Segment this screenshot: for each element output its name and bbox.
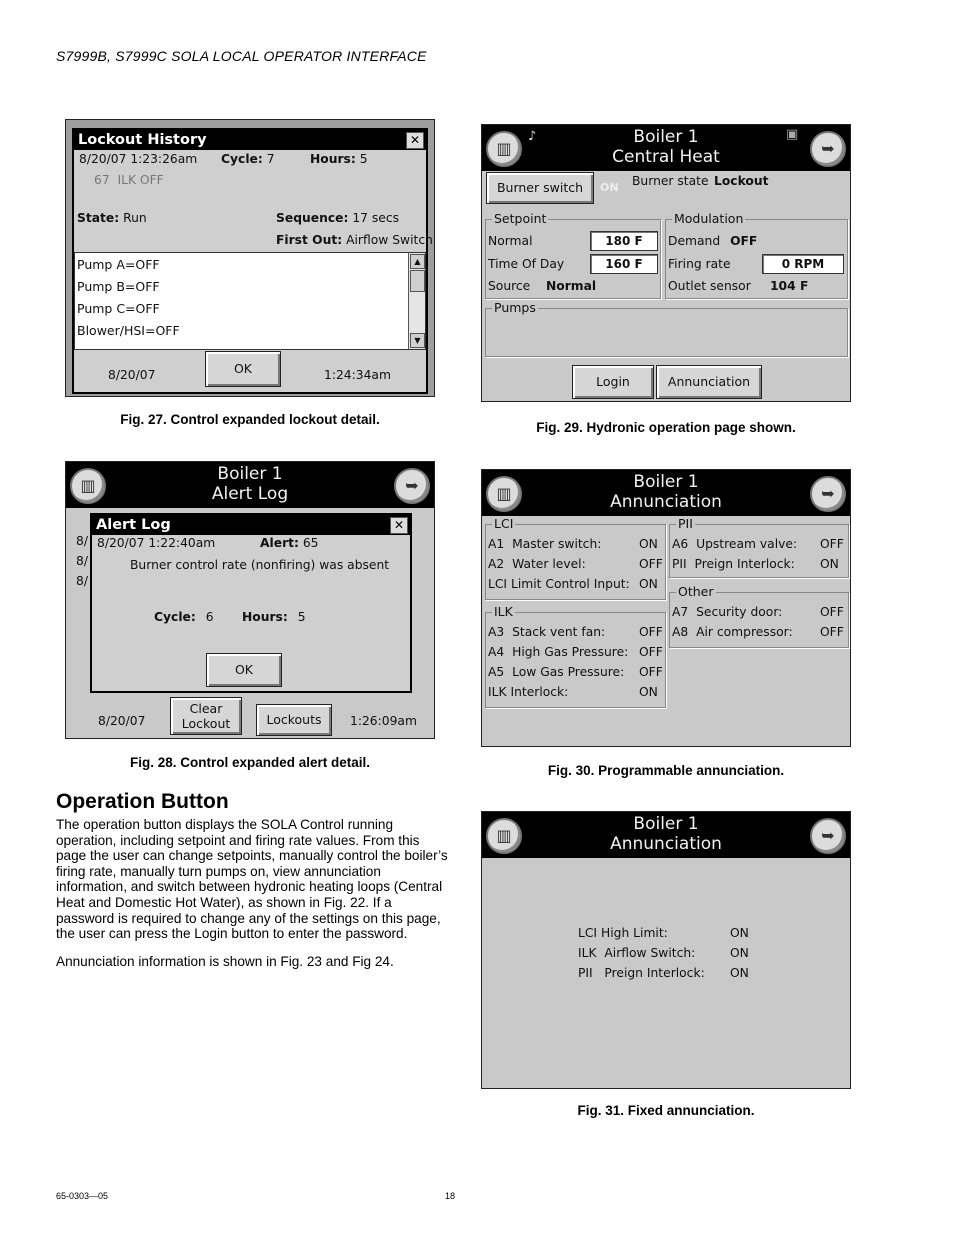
source-value: Normal — [546, 279, 597, 293]
annunciation-row: LCI Limit Control Input: — [488, 577, 630, 591]
annunciation-value: OFF — [639, 665, 663, 679]
lockouts-button[interactable]: Lockouts — [256, 704, 332, 736]
bg-row: 8/ — [76, 554, 88, 568]
pii-label: PII — [678, 516, 693, 531]
hours-label: Hours: 5 — [242, 610, 306, 624]
annunciation-row: A5 Low Gas Pressure: — [488, 665, 625, 679]
back-icon[interactable]: ➥ — [810, 131, 846, 167]
footer-time: 1:26:09am — [350, 714, 417, 728]
lockout-code: 67 ILK OFF — [94, 173, 164, 187]
fig30-caption: Fig. 30. Programmable annunciation. — [547, 763, 785, 778]
clear-lockout-button[interactable]: Clear Lockout — [170, 697, 242, 735]
first-out-label: First Out: Airflow Switch — [276, 233, 433, 247]
annunciation-value: OFF — [639, 645, 663, 659]
paragraph: Annunciation information is shown in Fig. 23 and Fig 24. — [56, 953, 394, 969]
back-icon[interactable]: ➥ — [810, 818, 846, 854]
sequence-label: Sequence: 17 secs — [276, 211, 400, 225]
annunciation-value: ON — [730, 926, 749, 940]
home-icon[interactable]: ▥ — [486, 818, 522, 854]
cycle-label: Cycle: 7 — [221, 152, 275, 166]
section-title: Operation Button — [56, 790, 229, 813]
close-icon[interactable]: ✕ — [390, 517, 408, 534]
annunciation-value: OFF — [820, 625, 844, 639]
firing-rate-field[interactable]: 0 RPM — [762, 254, 844, 274]
lci-group — [485, 516, 666, 600]
title-line-1: Boiler 1 — [633, 127, 699, 147]
annunciation-row: A2 Water level: — [488, 557, 586, 571]
annunciation-button[interactable]: Annunciation — [656, 365, 762, 399]
alert-log-dialog — [90, 513, 412, 693]
normal-setpoint-field[interactable]: 180 F — [590, 231, 658, 251]
fig29-screen — [481, 124, 851, 402]
tod-setpoint-field[interactable]: 160 F — [590, 254, 658, 274]
annunciation-value: ON — [639, 577, 658, 591]
annunciation-row: A3 Stack vent fan: — [488, 625, 606, 639]
fig30-screen — [481, 469, 851, 747]
annunciation-row: LCI High Limit: — [578, 926, 668, 940]
fig29-caption: Fig. 29. Hydronic operation page shown. — [536, 420, 796, 435]
title-line-2: Annunciation — [610, 492, 722, 512]
paragraph: The operation button displays the SOLA Control running operation, including setpoint and firing rate values. From this page the user can change setpoints, manually control the boiler’s firing rate, manually turn pumps on, view annunciation information, and switch between hydronic heating loops (Central Heat and Domestic Hot Water), as shown in Fig. 22. If a password is required to change any of the settings on this page, the user can press the Login button to enter the password. — [56, 817, 448, 942]
normal-label: Normal — [488, 234, 533, 248]
annunciation-value: ON — [730, 966, 749, 980]
footer-time: 1:24:34am — [324, 368, 391, 382]
home-icon[interactable]: ▥ — [70, 468, 106, 504]
pumps-group — [485, 300, 848, 357]
fig28-screen — [65, 461, 435, 739]
scroll-up-icon[interactable]: ▲ — [410, 254, 425, 269]
title-line-1: Boiler 1 — [217, 464, 283, 484]
source-label: Source — [488, 279, 531, 293]
hours-label: Hours: 5 — [310, 152, 368, 166]
demand-label: Demand OFF — [668, 234, 758, 248]
pii-group — [669, 516, 849, 578]
annunciation-value: ON — [639, 537, 658, 551]
home-icon[interactable]: ▥ — [486, 131, 522, 167]
tod-label: Time Of Day — [488, 257, 565, 271]
lci-label: LCI — [494, 516, 514, 531]
back-icon[interactable]: ➥ — [394, 468, 430, 504]
fig28-caption: Fig. 28. Control expanded alert detail. — [129, 755, 371, 770]
setpoint-label: Setpoint — [494, 211, 547, 226]
burner-state-label: Burner state — [632, 174, 709, 188]
state-label: State: Run — [77, 211, 147, 225]
title-line-2: Central Heat — [612, 147, 720, 167]
on-indicator: ON — [600, 181, 619, 194]
annunciation-row: A8 Air compressor: — [672, 625, 793, 639]
document-number: 65-0303—05 — [56, 1191, 109, 1201]
modulation-group — [665, 211, 848, 299]
section-body — [56, 817, 448, 981]
list-item: Pump B=OFF — [77, 279, 160, 294]
bg-row: 8/ — [76, 534, 88, 548]
title-bar — [482, 812, 850, 858]
title-line-2: Annunciation — [610, 834, 722, 854]
other-label: Other — [678, 584, 714, 599]
list-item: Pump A=OFF — [77, 257, 160, 272]
annunciation-row: ILK Airflow Switch: — [578, 946, 696, 960]
footer-date: 8/20/07 — [98, 714, 146, 728]
title-bar — [66, 462, 434, 508]
ilk-group — [485, 604, 666, 708]
title-line-1: Boiler 1 — [633, 472, 699, 492]
lockout-history-dialog — [72, 128, 433, 394]
annunciation-row: A6 Upstream valve: — [672, 537, 798, 551]
setpoint-group — [485, 211, 661, 299]
annunciation-value: ON — [639, 685, 658, 699]
list-scrollbar[interactable] — [408, 253, 425, 349]
outlet-sensor-label: Outlet sensor — [668, 279, 751, 293]
scroll-down-icon[interactable]: ▼ — [410, 333, 425, 348]
fig31-screen — [481, 811, 851, 1089]
lock-icon: ▣ — [786, 127, 799, 142]
annunciation-value: OFF — [820, 605, 844, 619]
bg-row: 8/ — [76, 574, 88, 588]
cycle-label: Cycle: 6 — [154, 610, 214, 624]
fig31-caption: Fig. 31. Fixed annunciation. — [577, 1103, 755, 1118]
firing-rate-label: Firing rate — [668, 257, 731, 271]
bell-icon: ♪ — [528, 129, 537, 144]
annunciation-value: ON — [820, 557, 839, 571]
scroll-thumb[interactable] — [410, 270, 425, 292]
dialog-title: Alert Log — [92, 515, 410, 535]
close-icon[interactable]: ✕ — [406, 132, 424, 149]
annunciation-row: A1 Master switch: — [488, 537, 602, 551]
fig27-caption: Fig. 27. Control expanded lockout detail. — [120, 412, 380, 427]
annunciation-row: A7 Security door: — [672, 605, 783, 619]
burner-state-value: Lockout — [714, 174, 769, 188]
alert-message: Burner control rate (nonfiring) was absent — [130, 558, 390, 572]
burner-switch-button[interactable]: Burner switch — [486, 172, 594, 204]
home-icon[interactable]: ▥ — [486, 476, 522, 512]
title-bar — [482, 470, 850, 516]
document-header: S7999B, S7999C SOLA LOCAL OPERATOR INTERFACE — [56, 48, 427, 64]
page-number: 18 — [445, 1191, 456, 1201]
footer-date: 8/20/07 — [108, 368, 156, 382]
annunciation-value: ON — [730, 946, 749, 960]
outlet-sensor-value: 104 F — [770, 279, 809, 293]
modulation-label: Modulation — [674, 211, 744, 226]
ilk-label: ILK — [494, 604, 513, 619]
annunciation-row: A4 High Gas Pressure: — [488, 645, 629, 659]
dialog-title: Lockout History — [74, 130, 426, 150]
title-line-2: Alert Log — [211, 484, 289, 504]
ok-button[interactable]: OK — [206, 653, 282, 687]
other-group — [669, 584, 849, 648]
alert-datetime: 8/20/07 1:22:40am — [97, 536, 216, 550]
alert-number: Alert: 65 — [260, 536, 319, 550]
annunciation-row: PII Preign Interlock: — [578, 966, 705, 980]
pumps-label: Pumps — [494, 300, 536, 315]
annunciation-value: OFF — [639, 557, 663, 571]
login-button[interactable]: Login — [572, 365, 654, 399]
lockout-datetime: 8/20/07 1:23:26am — [79, 152, 198, 166]
list-item: Blower/HSI=OFF — [77, 323, 180, 338]
fig27-screen — [65, 119, 435, 397]
ok-button[interactable]: OK — [205, 351, 281, 387]
lockout-detail-list[interactable] — [74, 252, 426, 350]
back-icon[interactable]: ➥ — [810, 476, 846, 512]
annunciation-value: OFF — [820, 537, 844, 551]
annunciation-value: OFF — [639, 625, 663, 639]
annunciation-row: ILK Interlock: — [488, 685, 569, 699]
list-item: Pump C=OFF — [77, 301, 160, 316]
annunciation-row: PII Preign Interlock: — [672, 557, 795, 571]
title-line-1: Boiler 1 — [633, 814, 699, 834]
